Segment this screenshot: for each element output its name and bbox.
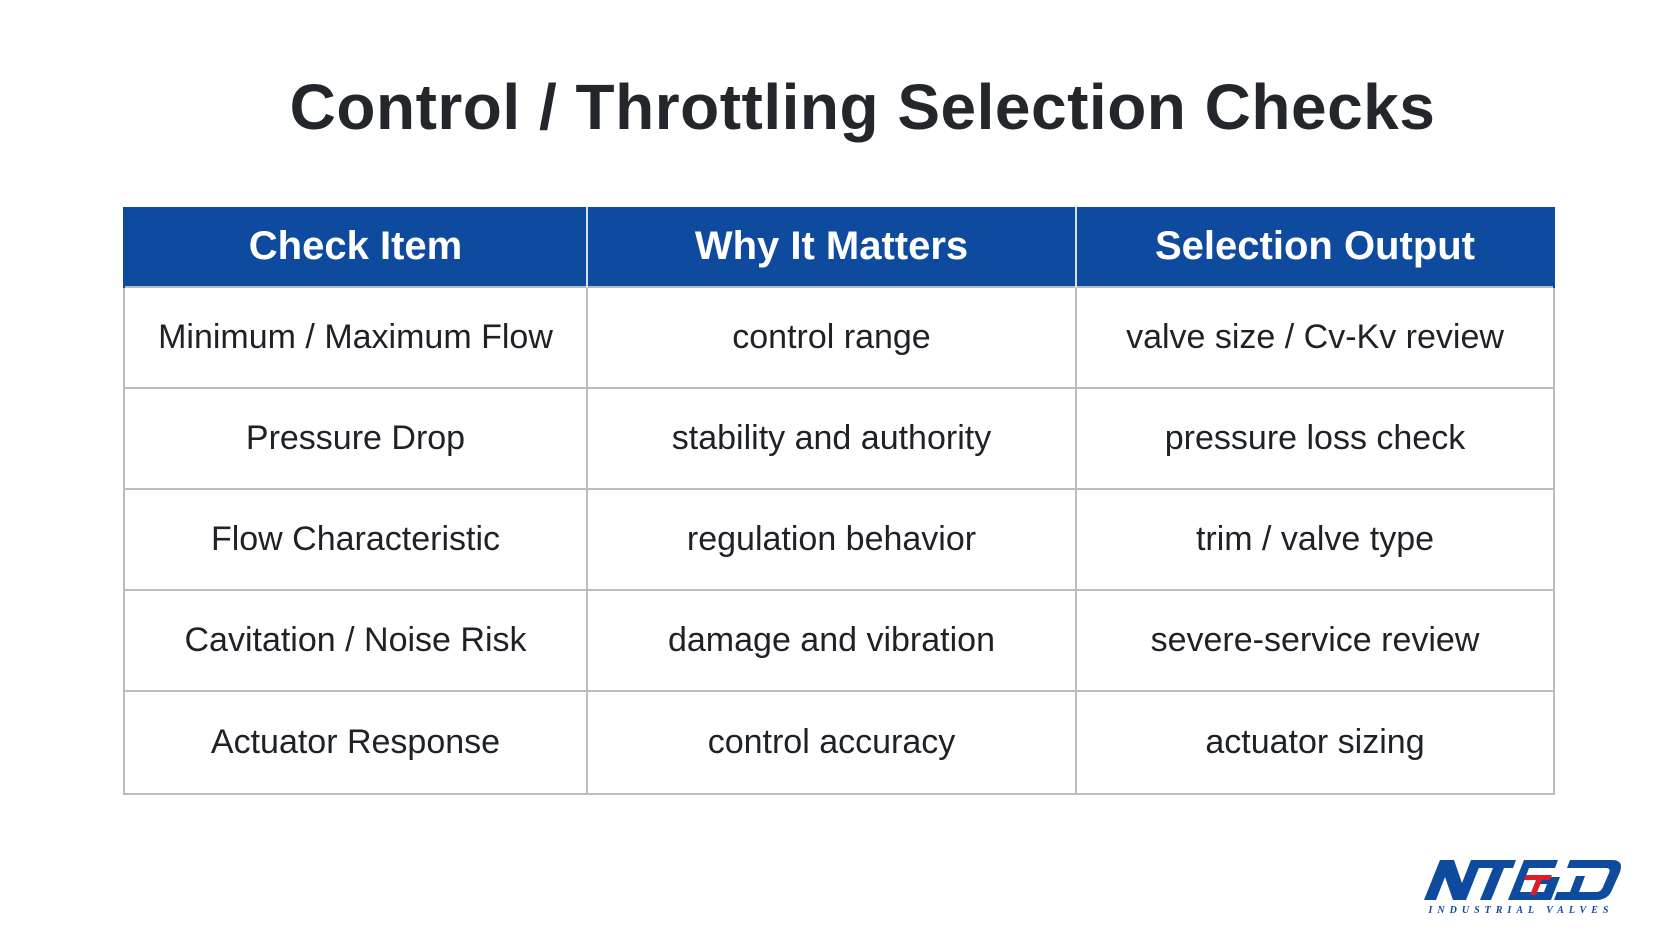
table-cell: pressure loss check xyxy=(1076,388,1554,489)
header-check-item: Check Item xyxy=(124,207,587,287)
selection-checks-table xyxy=(123,207,1553,795)
table-cell: damage and vibration xyxy=(587,590,1076,691)
table-cell: Cavitation / Noise Risk xyxy=(124,590,587,691)
checks-table xyxy=(123,207,1555,795)
table-cell: control accuracy xyxy=(587,691,1076,794)
table-cell: severe-service review xyxy=(1076,590,1554,691)
table-cell: actuator sizing xyxy=(1076,691,1554,794)
page-title: Control / Throttling Selection Checks xyxy=(289,71,1436,143)
table-row xyxy=(124,691,1554,794)
table-row xyxy=(124,388,1554,489)
table-cell: Minimum / Maximum Flow xyxy=(124,287,587,388)
table-cell: Flow Characteristic xyxy=(124,489,587,590)
table-cell: control range xyxy=(587,287,1076,388)
table-cell: trim / valve type xyxy=(1076,489,1554,590)
table-cell: Actuator Response xyxy=(124,691,587,794)
table-cell: regulation behavior xyxy=(587,489,1076,590)
table-row xyxy=(124,489,1554,590)
table-cell: Pressure Drop xyxy=(124,388,587,489)
header-selection-output: Selection Output xyxy=(1076,207,1554,287)
table-row xyxy=(124,590,1554,691)
table-row xyxy=(124,287,1554,388)
table-header-row xyxy=(124,207,1554,287)
table-cell: valve size / Cv-Kv review xyxy=(1076,287,1554,388)
table-cell: stability and authority xyxy=(587,388,1076,489)
header-why-it-matters: Why It Matters xyxy=(587,207,1076,287)
logo-subtitle: INDUSTRIAL VALVES xyxy=(1428,905,1614,916)
logo-mark xyxy=(1424,860,1621,900)
